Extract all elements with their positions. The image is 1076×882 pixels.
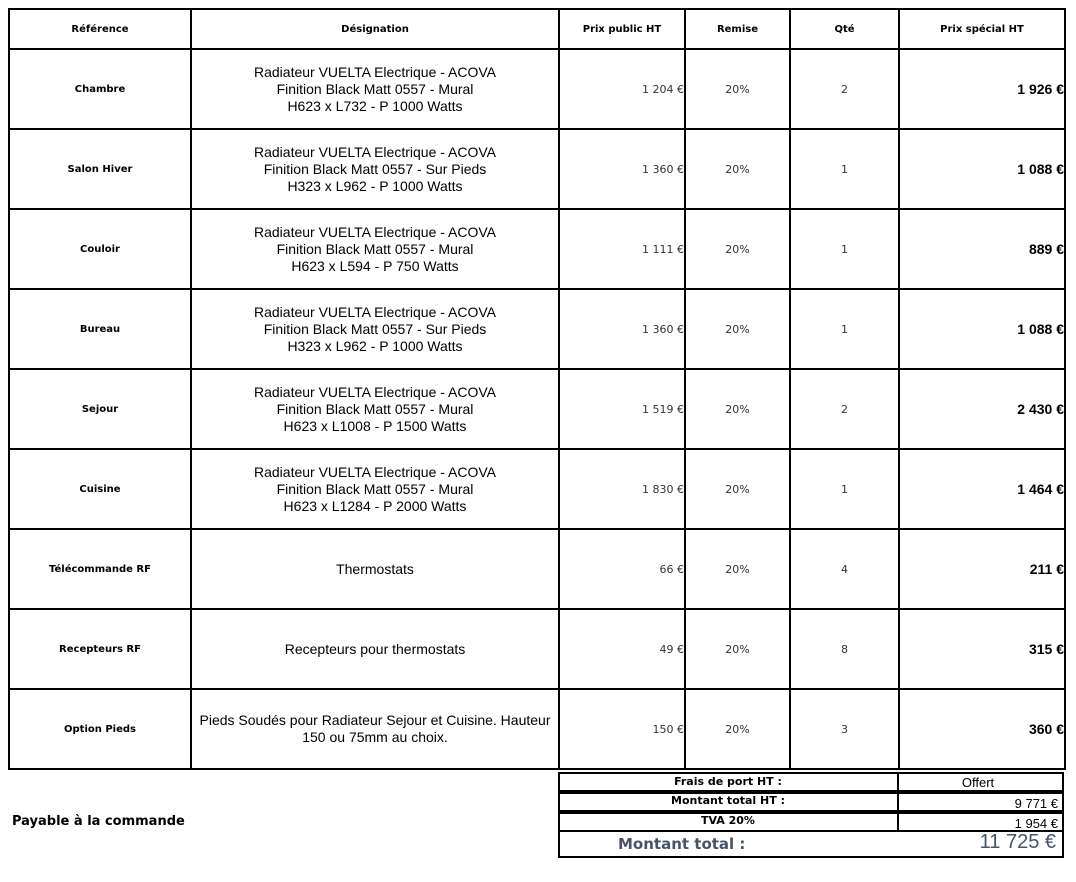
designation-line: Radiateur VUELTA Electrique - ACOVA	[254, 223, 496, 240]
row-prix-special: 211 €	[899, 529, 1065, 609]
row-prix-public: 1 519 €	[559, 369, 685, 449]
row-qte: 1	[790, 289, 899, 369]
table-row	[9, 49, 1065, 129]
shipping-value: Offert	[961, 775, 995, 790]
total-ht-label: Montant total HT :	[671, 794, 785, 807]
row-designation	[191, 609, 559, 689]
row-prix-public: 1 360 €	[559, 129, 685, 209]
row-prix-special: 315 €	[899, 609, 1065, 689]
row-remise: 20%	[685, 49, 790, 129]
row-reference: Cuisine	[9, 449, 191, 529]
designation-line: H623 x L732 - P 1000 Watts	[287, 97, 463, 114]
designation-line: H323 x L962 - P 1000 Watts	[287, 337, 463, 354]
row-prix-public: 66 €	[559, 529, 685, 609]
header-prix-public: Prix public HT	[559, 9, 685, 49]
designation-line: H623 x L1008 - P 1500 Watts	[283, 417, 467, 434]
row-prix-public: 1 360 €	[559, 289, 685, 369]
row-designation	[191, 449, 559, 529]
tva-label: TVA 20%	[701, 814, 755, 827]
row-prix-special: 1 088 €	[899, 129, 1065, 209]
designation-line: H623 x L594 - P 750 Watts	[291, 257, 459, 274]
table-row	[9, 129, 1065, 209]
row-prix-public: 1 111 €	[559, 209, 685, 289]
row-reference: Télécommande RF	[9, 529, 191, 609]
designation-line: Recepteurs pour thermostats	[284, 640, 466, 657]
designation-line: Radiateur VUELTA Electrique - ACOVA	[254, 303, 496, 320]
row-reference: Recepteurs RF	[9, 609, 191, 689]
table-row	[9, 209, 1065, 289]
row-prix-special: 1 464 €	[899, 449, 1065, 529]
row-designation	[191, 369, 559, 449]
row-qte: 3	[790, 689, 899, 769]
row-remise: 20%	[685, 129, 790, 209]
designation-line: Radiateur VUELTA Electrique - ACOVA	[254, 63, 496, 80]
table-row	[9, 449, 1065, 529]
designation-line: Radiateur VUELTA Electrique - ACOVA	[254, 463, 496, 480]
designation-line: Radiateur VUELTA Electrique - ACOVA	[254, 383, 496, 400]
row-prix-public: 1 204 €	[559, 49, 685, 129]
row-qte: 4	[790, 529, 899, 609]
designation-line: Thermostats	[336, 560, 414, 577]
row-reference: Sejour	[9, 369, 191, 449]
table-header-row	[9, 9, 1065, 49]
designation-line: Radiateur VUELTA Electrique - ACOVA	[254, 143, 496, 160]
shipping-row	[558, 774, 1064, 790]
row-remise: 20%	[685, 209, 790, 289]
designation-line: Finition Black Matt 0557 - Mural	[276, 480, 474, 497]
designation-line: Finition Black Matt 0557 - Mural	[276, 80, 474, 97]
row-remise: 20%	[685, 449, 790, 529]
row-remise: 20%	[685, 369, 790, 449]
table-row	[9, 609, 1065, 689]
row-reference: Couloir	[9, 209, 191, 289]
row-remise: 20%	[685, 529, 790, 609]
row-reference: Chambre	[9, 49, 191, 129]
header-remise: Remise	[685, 9, 790, 49]
grand-total-label: Montant total :	[618, 835, 746, 853]
total-ht-value: 9 771 €	[1014, 796, 1058, 811]
grand-total-value: 11 725 €	[979, 831, 1056, 853]
row-qte: 8	[790, 609, 899, 689]
designation-line: H323 x L962 - P 1000 Watts	[287, 177, 463, 194]
table-row	[9, 289, 1065, 369]
table-row	[9, 369, 1065, 449]
row-designation	[191, 49, 559, 129]
header-prix-special: Prix spécial HT	[899, 9, 1065, 49]
row-reference: Salon Hiver	[9, 129, 191, 209]
designation-line: Pieds Soudés pour Radiateur Sejour et Cuisine. Hauteur	[199, 712, 551, 728]
row-remise: 20%	[685, 609, 790, 689]
quote-table	[8, 8, 1066, 770]
row-designation	[191, 209, 559, 289]
table-row	[9, 689, 1065, 769]
shipping-label: Frais de port HT :	[674, 775, 782, 788]
header-reference: Référence	[9, 9, 191, 49]
designation-line: Finition Black Matt 0557 - Mural	[276, 400, 474, 417]
total-ht-row	[558, 793, 1064, 810]
row-designation	[191, 689, 559, 769]
designation-line: Finition Black Matt 0557 - Sur Pieds	[263, 160, 487, 177]
row-prix-special: 360 €	[899, 689, 1065, 769]
tva-row	[558, 813, 1064, 830]
row-remise: 20%	[685, 289, 790, 369]
tva-value: 1 954 €	[1014, 816, 1058, 831]
payment-terms: Payable à la commande	[12, 814, 185, 829]
row-qte: 1	[790, 209, 899, 289]
header-designation: Désignation	[191, 9, 559, 49]
row-prix-public: 49 €	[559, 609, 685, 689]
row-reference: Bureau	[9, 289, 191, 369]
row-qte: 2	[790, 369, 899, 449]
designation-line: Finition Black Matt 0557 - Sur Pieds	[263, 320, 487, 337]
row-remise: 20%	[685, 689, 790, 769]
row-reference: Option Pieds	[9, 689, 191, 769]
row-prix-special: 2 430 €	[899, 369, 1065, 449]
row-prix-public: 150 €	[559, 689, 685, 769]
designation-line: 150 ou 75mm au choix.	[302, 729, 448, 745]
totals-block	[558, 772, 1064, 858]
row-prix-special: 1 088 €	[899, 289, 1065, 369]
header-qte: Qté	[790, 9, 899, 49]
table-row	[9, 529, 1065, 609]
row-prix-special: 1 926 €	[899, 49, 1065, 129]
row-qte: 1	[790, 129, 899, 209]
row-qte: 1	[790, 449, 899, 529]
designation-line: H623 x L1284 - P 2000 Watts	[283, 497, 467, 514]
row-designation	[191, 289, 559, 369]
row-qte: 2	[790, 49, 899, 129]
row-designation	[191, 529, 559, 609]
designation-line: Finition Black Matt 0557 - Mural	[276, 240, 474, 257]
row-prix-public: 1 830 €	[559, 449, 685, 529]
row-prix-special: 889 €	[899, 209, 1065, 289]
row-designation	[191, 129, 559, 209]
